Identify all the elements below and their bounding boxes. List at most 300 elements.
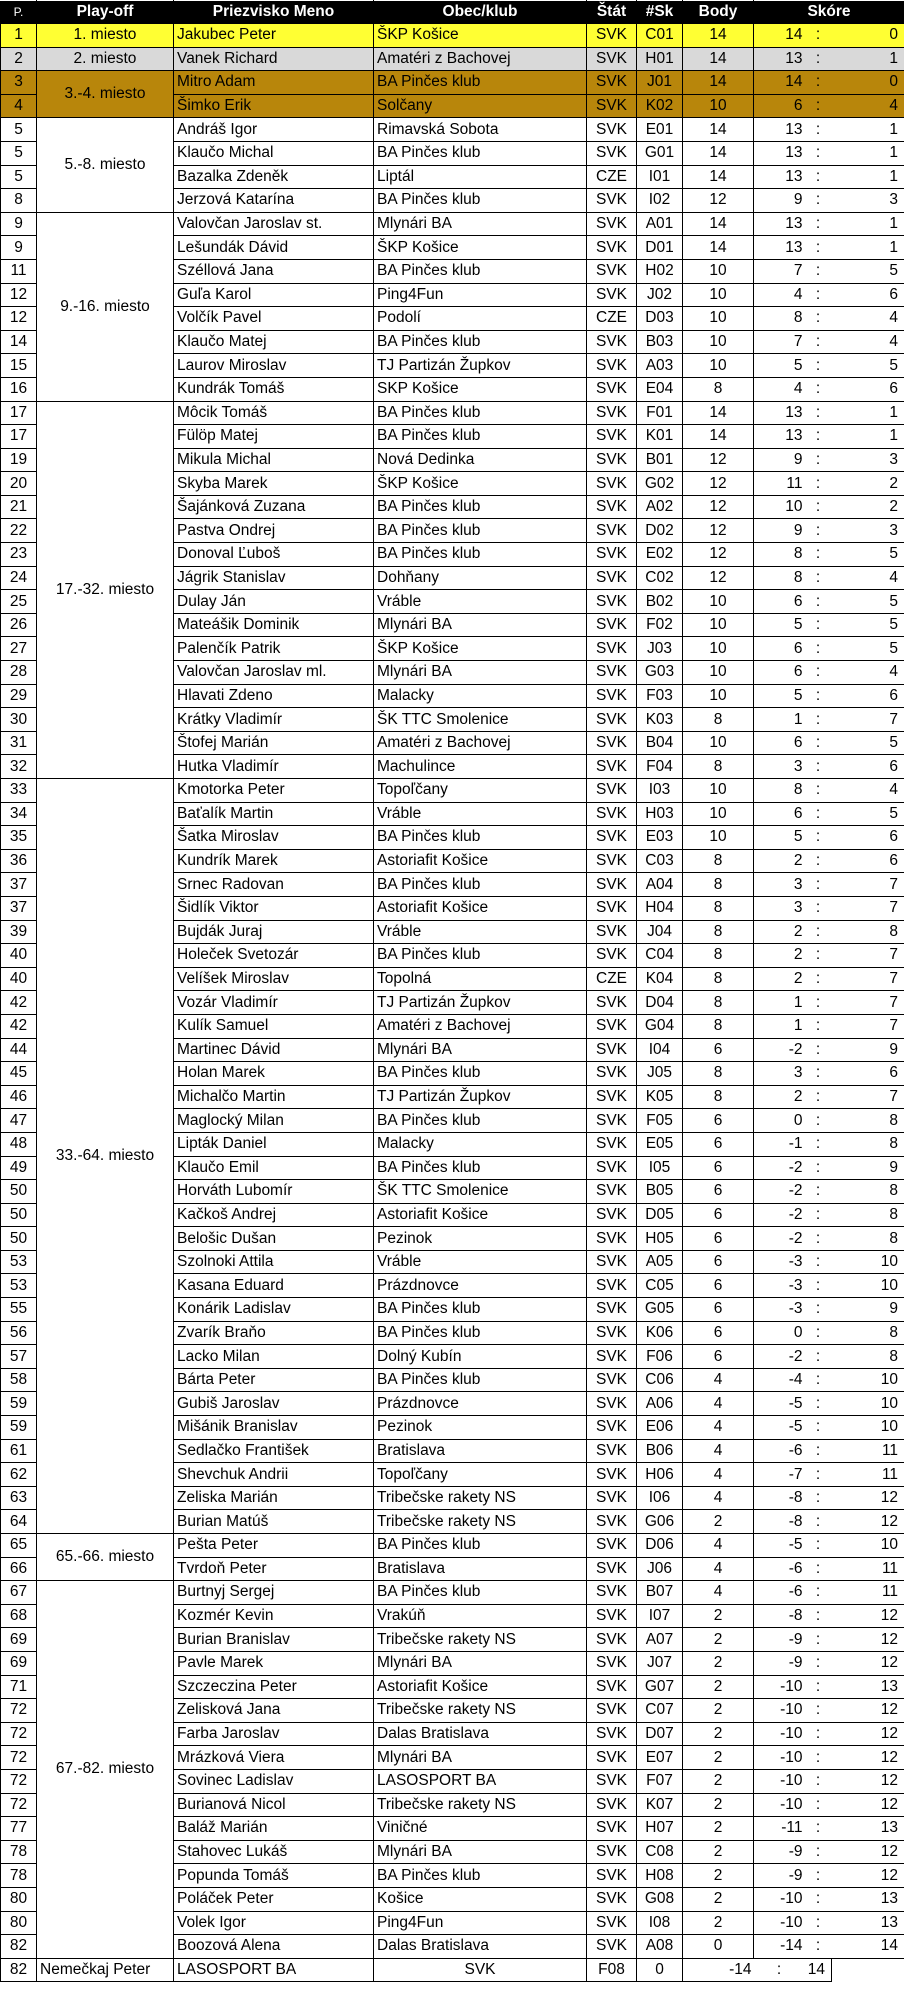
club-cell: Tribečske rakety NS [374,1699,587,1723]
position-cell: 27 [1,637,37,661]
state-cell: SVK [587,118,637,142]
score-separator: : [805,189,832,213]
position-cell: 47 [1,1109,37,1133]
club-cell: BA Pinčes klub [374,826,587,850]
score-separator: : [805,1651,832,1675]
score-diff-cell: -2 [754,1203,805,1227]
playoff-group-cell: 3.-4. miesto [37,71,174,118]
points-cell: 8 [683,708,754,732]
points-cell: 10 [683,613,754,637]
sk-cell: F07 [637,1769,683,1793]
player-name-cell: Széllová Jana [174,259,374,283]
score-diff-cell: 2 [754,1085,805,1109]
score-separator: : [805,425,832,449]
club-cell: BA Pinčes klub [374,1109,587,1133]
score-diff-cell: 8 [754,566,805,590]
score-diff-cell: 8 [754,779,805,803]
points-cell: 2 [683,1628,754,1652]
sk-cell: K02 [637,94,683,118]
score-lost-cell: 13 [832,1817,904,1841]
score-diff-cell: 13 [754,141,805,165]
club-cell: Tribečske rakety NS [374,1793,587,1817]
points-cell: 2 [683,1793,754,1817]
score-lost-cell: 3 [832,448,904,472]
player-name-cell: Holeček Svetozár [174,944,374,968]
points-cell: 10 [683,259,754,283]
score-separator: : [805,448,832,472]
club-cell: BA Pinčes klub [374,519,587,543]
score-lost-cell: 1 [832,401,904,425]
position-cell: 5 [1,165,37,189]
club-cell: Prázdnovce [374,1392,587,1416]
score-lost-cell: 4 [832,330,904,354]
sk-cell: B04 [637,731,683,755]
position-cell: 78 [1,1864,37,1888]
points-cell: 6 [683,1274,754,1298]
player-name-cell: Bárta Peter [174,1368,374,1392]
player-name-cell: Popunda Tomáš [174,1864,374,1888]
score-separator: : [805,1887,832,1911]
state-cell: SVK [587,613,637,637]
sk-cell: G01 [637,141,683,165]
score-lost-cell: 13 [832,1887,904,1911]
club-cell: Mlynári BA [374,613,587,637]
sk-cell: F06 [637,1345,683,1369]
score-diff-cell: -4 [754,1368,805,1392]
points-cell: 14 [683,71,754,95]
score-diff-cell: -5 [754,1416,805,1440]
position-cell: 53 [1,1274,37,1298]
player-name-cell: Shevchuk Andrii [174,1463,374,1487]
score-diff-cell: 2 [754,944,805,968]
score-lost-cell: 4 [832,779,904,803]
club-cell: Malacky [374,684,587,708]
club-cell: BA Pinčes klub [374,1298,587,1322]
club-cell: ŠKP Košice [374,24,587,48]
points-cell: 10 [683,283,754,307]
club-cell: Pezinok [374,1416,587,1440]
position-cell: 34 [1,802,37,826]
state-cell: SVK [587,377,637,401]
score-diff-cell: -10 [754,1722,805,1746]
score-separator: : [805,1368,832,1392]
score-diff-cell: 0 [754,1321,805,1345]
state-cell: SVK [587,259,637,283]
points-cell: 4 [683,1368,754,1392]
score-lost-cell: 3 [832,189,904,213]
points-cell: 12 [683,189,754,213]
score-separator: : [805,1392,832,1416]
table-row [1,24,904,48]
points-cell: 12 [683,448,754,472]
state-cell: SVK [587,1109,637,1133]
score-diff-cell: 5 [754,613,805,637]
points-cell: 0 [683,1935,754,1959]
sk-cell: G05 [637,1298,683,1322]
state-cell: SVK [587,566,637,590]
score-lost-cell: 3 [832,519,904,543]
sk-cell: C01 [637,24,683,48]
sk-cell: C02 [637,566,683,590]
state-cell: SVK [587,590,637,614]
state-cell: SVK [374,1958,587,1982]
position-cell: 4 [1,94,37,118]
points-cell: 10 [683,826,754,850]
position-cell: 2 [1,47,37,71]
position-cell: 14 [1,330,37,354]
player-name-cell: Kmotorka Peter [174,779,374,803]
sk-cell: G07 [637,1675,683,1699]
position-cell: 25 [1,590,37,614]
points-cell: 10 [683,779,754,803]
player-name-cell: Szczeczina Peter [174,1675,374,1699]
state-cell: SVK [587,1298,637,1322]
score-separator: : [805,1416,832,1440]
state-cell: SVK [587,1628,637,1652]
sk-cell: G08 [637,1887,683,1911]
position-cell: 58 [1,1368,37,1392]
club-cell: Liptál [374,165,587,189]
position-cell: 66 [1,1557,37,1581]
score-lost-cell: 9 [832,1038,904,1062]
position-cell: 61 [1,1439,37,1463]
header-playoff: Play-off [37,1,174,24]
state-cell: SVK [587,637,637,661]
score-lost-cell: 1 [832,236,904,260]
sk-cell: F04 [637,755,683,779]
score-separator: : [805,94,832,118]
club-cell: Viničné [374,1817,587,1841]
score-lost-cell: 2 [832,495,904,519]
score-diff-cell: -2 [754,1345,805,1369]
club-cell: Mlynári BA [374,661,587,685]
score-diff-cell: 6 [754,94,805,118]
score-diff-cell: 5 [754,684,805,708]
score-separator: : [805,967,832,991]
club-cell: Astoriafit Košice [374,1203,587,1227]
score-diff-cell: 8 [754,543,805,567]
score-lost-cell: 12 [832,1746,904,1770]
score-lost-cell: 6 [832,849,904,873]
score-diff-cell: 9 [754,189,805,213]
score-separator: : [805,1203,832,1227]
position-cell: 17 [1,425,37,449]
sk-cell: I03 [637,779,683,803]
state-cell: SVK [587,47,637,71]
state-cell: SVK [587,779,637,803]
score-separator: : [805,212,832,236]
player-name-cell: Fülöp Matej [174,425,374,449]
player-name-cell: Jerzová Katarína [174,189,374,213]
state-cell: SVK [587,236,637,260]
score-separator: : [805,1439,832,1463]
state-cell: SVK [587,1345,637,1369]
points-cell: 2 [683,1769,754,1793]
club-cell: BA Pinčes klub [374,330,587,354]
points-cell: 0 [637,1958,683,1982]
club-cell: BA Pinčes klub [374,873,587,897]
score-diff-cell: -10 [754,1746,805,1770]
score-lost-cell: 7 [832,967,904,991]
position-cell: 63 [1,1486,37,1510]
player-name-cell: Nemečkaj Peter [37,1958,174,1982]
state-cell: SVK [587,1038,637,1062]
score-lost-cell: 12 [832,1651,904,1675]
player-name-cell: Velíšek Miroslav [174,967,374,991]
player-name-cell: Boozová Alena [174,1935,374,1959]
player-name-cell: Sovinec Ladislav [174,1769,374,1793]
score-separator: : [805,1321,832,1345]
score-lost-cell: 12 [832,1510,904,1534]
points-cell: 12 [683,495,754,519]
sk-cell: C06 [637,1368,683,1392]
sk-cell: J02 [637,283,683,307]
score-diff-cell: 10 [754,495,805,519]
score-diff-cell: -9 [754,1628,805,1652]
score-diff-cell: 13 [754,47,805,71]
points-cell: 14 [683,401,754,425]
player-name-cell: Burian Matúš [174,1510,374,1534]
score-diff-cell: 11 [754,472,805,496]
position-cell: 72 [1,1746,37,1770]
score-separator: : [805,1604,832,1628]
player-name-cell: Mikula Michal [174,448,374,472]
club-cell: BA Pinčes klub [374,543,587,567]
points-cell: 6 [683,1156,754,1180]
player-name-cell: Maglocký Milan [174,1109,374,1133]
score-diff-cell: 14 [754,71,805,95]
score-separator: : [805,802,832,826]
player-name-cell: Tvrdoň Peter [174,1557,374,1581]
player-name-cell: Pešta Peter [174,1534,374,1558]
position-cell: 33 [1,779,37,803]
position-cell: 42 [1,991,37,1015]
score-lost-cell: 8 [832,1109,904,1133]
state-cell: SVK [587,920,637,944]
state-cell: SVK [587,944,637,968]
player-name-cell: Baláž Marián [174,1817,374,1841]
state-cell: SVK [587,896,637,920]
position-cell: 9 [1,236,37,260]
score-lost-cell: 1 [832,212,904,236]
score-separator: : [805,1132,832,1156]
club-cell: Amatéri z Bachovej [374,731,587,755]
player-name-cell: Burtnyj Sergej [174,1581,374,1605]
score-separator: : [805,401,832,425]
state-cell: SVK [587,94,637,118]
score-diff-cell: 1 [754,708,805,732]
player-name-cell: Šatka Miroslav [174,826,374,850]
sk-cell: I05 [637,1156,683,1180]
sk-cell: G06 [637,1510,683,1534]
sk-cell: C04 [637,944,683,968]
position-cell: 21 [1,495,37,519]
state-cell: SVK [587,1416,637,1440]
score-diff-cell: -10 [754,1699,805,1723]
score-separator: : [805,566,832,590]
sk-cell: H07 [637,1817,683,1841]
points-cell: 4 [683,1416,754,1440]
score-diff-cell: 7 [754,259,805,283]
score-diff-cell: 3 [754,896,805,920]
score-separator: : [805,1746,832,1770]
points-cell: 8 [683,1062,754,1086]
state-cell: SVK [587,141,637,165]
points-cell: 10 [683,637,754,661]
score-separator: : [805,47,832,71]
points-cell: 10 [683,354,754,378]
position-cell: 65 [1,1534,37,1558]
sk-cell: B01 [637,448,683,472]
position-cell: 32 [1,755,37,779]
points-cell: 14 [683,47,754,71]
state-cell: SVK [587,1651,637,1675]
score-lost-cell: 5 [832,354,904,378]
score-diff-cell: 4 [754,377,805,401]
points-cell: 2 [683,1699,754,1723]
position-cell: 16 [1,377,37,401]
score-lost-cell: 4 [832,566,904,590]
score-separator: : [805,543,832,567]
club-cell: Ping4Fun [374,283,587,307]
state-cell: SVK [587,354,637,378]
position-cell: 69 [1,1651,37,1675]
state-cell: CZE [587,967,637,991]
points-cell: 12 [683,519,754,543]
score-separator: : [805,731,832,755]
sk-cell: E04 [637,377,683,401]
score-separator: : [805,1085,832,1109]
state-cell: SVK [587,1557,637,1581]
score-lost-cell: 6 [832,377,904,401]
state-cell: SVK [587,1439,637,1463]
club-cell: Bratislava [374,1439,587,1463]
score-separator: : [805,1298,832,1322]
position-cell: 72 [1,1722,37,1746]
sk-cell: B07 [637,1581,683,1605]
state-cell: SVK [587,495,637,519]
points-cell: 8 [683,991,754,1015]
points-cell: 8 [683,849,754,873]
club-cell: Machulince [374,755,587,779]
sk-cell: E02 [637,543,683,567]
score-separator: : [805,1274,832,1298]
sk-cell: F03 [637,684,683,708]
score-diff-cell: -6 [754,1581,805,1605]
points-cell: 4 [683,1439,754,1463]
points-cell: 10 [683,731,754,755]
sk-cell: C08 [637,1840,683,1864]
position-cell: 20 [1,472,37,496]
score-separator: : [805,613,832,637]
points-cell: 2 [683,1604,754,1628]
state-cell: SVK [587,1675,637,1699]
score-lost-cell: 12 [832,1864,904,1888]
score-diff-cell: -10 [754,1769,805,1793]
score-separator: : [805,1722,832,1746]
position-cell: 50 [1,1180,37,1204]
score-separator: : [805,283,832,307]
state-cell: SVK [587,330,637,354]
club-cell: BA Pinčes klub [374,71,587,95]
state-cell: SVK [587,731,637,755]
position-cell: 1 [1,24,37,48]
club-cell: Nová Dedinka [374,448,587,472]
score-separator: : [805,141,832,165]
sk-cell: K04 [637,967,683,991]
player-name-cell: Zvarík Braňo [174,1321,374,1345]
table-row [1,212,904,236]
state-cell: SVK [587,1604,637,1628]
player-name-cell: Zeliska Marián [174,1486,374,1510]
player-name-cell: Szolnoki Attila [174,1250,374,1274]
score-lost-cell: 8 [832,1227,904,1251]
score-separator: : [805,236,832,260]
score-diff-cell: -8 [754,1604,805,1628]
score-lost-cell: 10 [832,1274,904,1298]
position-cell: 37 [1,896,37,920]
player-name-cell: Hlavati Zdeno [174,684,374,708]
state-cell: SVK [587,212,637,236]
score-diff-cell: -10 [754,1887,805,1911]
playoff-group-cell: 17.-32. miesto [37,401,174,779]
player-name-cell: Klaučo Emil [174,1156,374,1180]
score-separator: : [805,944,832,968]
player-name-cell: Mateášik Dominik [174,613,374,637]
state-cell: SVK [587,1840,637,1864]
position-cell: 28 [1,661,37,685]
table-row [1,779,904,803]
position-cell: 57 [1,1345,37,1369]
sk-cell: H06 [637,1463,683,1487]
score-diff-cell: 13 [754,425,805,449]
club-cell: BA Pinčes klub [374,189,587,213]
score-separator: : [805,1227,832,1251]
club-cell: BA Pinčes klub [374,1321,587,1345]
score-lost-cell: 5 [832,259,904,283]
score-lost-cell: 1 [832,425,904,449]
score-separator: : [805,920,832,944]
points-cell: 6 [683,1038,754,1062]
state-cell: SVK [587,1486,637,1510]
position-cell: 5 [1,118,37,142]
sk-cell: F01 [637,401,683,425]
club-cell: Malacky [374,1132,587,1156]
score-diff-cell: -2 [754,1156,805,1180]
club-cell: Vráble [374,802,587,826]
score-separator: : [805,1557,832,1581]
state-cell: SVK [587,849,637,873]
sk-cell: A06 [637,1392,683,1416]
player-name-cell: Kulík Samuel [174,1014,374,1038]
state-cell: SVK [587,448,637,472]
score-diff-cell: -3 [754,1298,805,1322]
score-lost-cell: 6 [832,283,904,307]
state-cell: SVK [587,1581,637,1605]
sk-cell: C03 [637,849,683,873]
state-cell: CZE [587,307,637,331]
state-cell: SVK [587,1368,637,1392]
playoff-group-cell: 1. miesto [37,24,174,48]
score-separator: : [805,1038,832,1062]
score-separator: : [805,1463,832,1487]
position-cell: 56 [1,1321,37,1345]
state-cell: SVK [587,755,637,779]
score-lost-cell: 5 [832,543,904,567]
club-cell: BA Pinčes klub [374,1062,587,1086]
state-cell: SVK [587,661,637,685]
club-cell: Astoriafit Košice [374,896,587,920]
